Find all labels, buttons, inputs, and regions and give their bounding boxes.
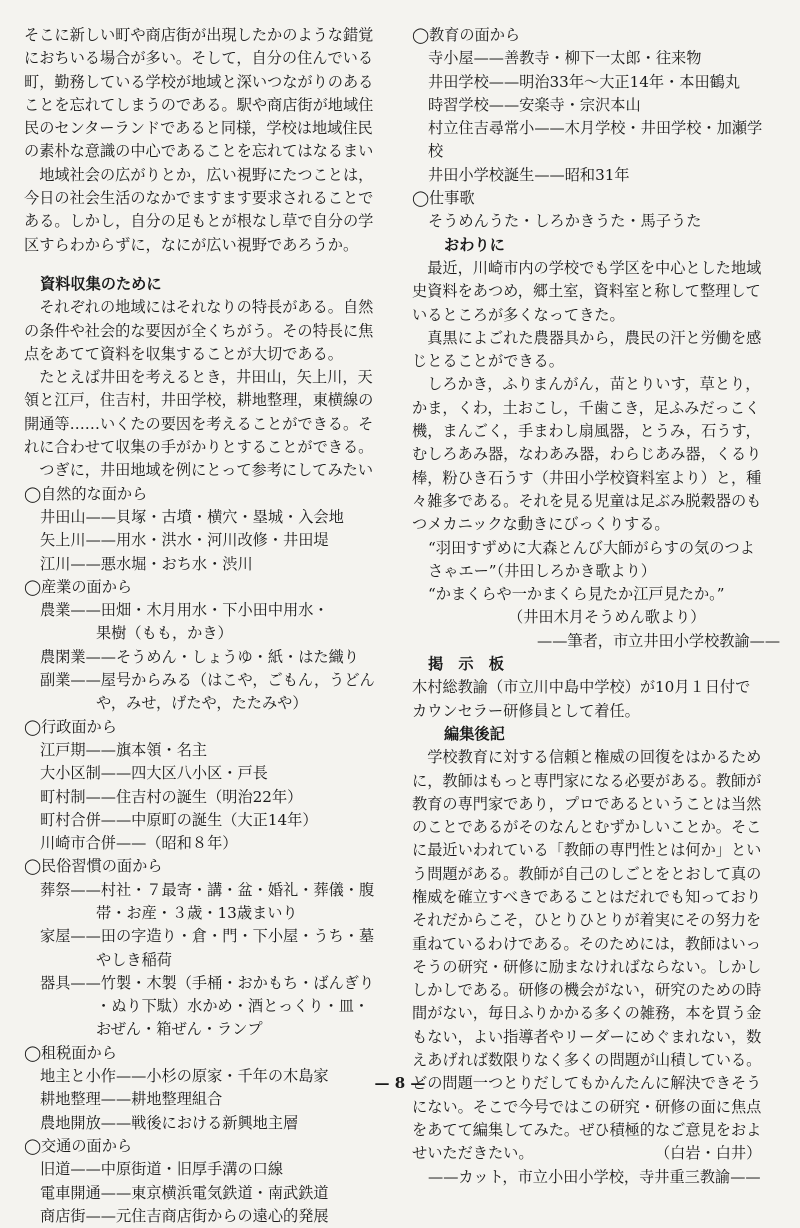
section-gap: [24, 257, 392, 273]
list-heading: ◯行政面から: [24, 717, 117, 736]
text-line: 機，まんごく，手まわし扇風器，とうみ，石うす，: [412, 422, 761, 441]
text-line: むしろあみ器，なわあみ器，わらじあみ器，くるり: [412, 445, 762, 464]
text-line: せいただきたい。 （白岩・白井）: [412, 1144, 762, 1163]
text-line: しろかき，ふりまんがん，苗とりいす，草とり，: [412, 375, 761, 394]
list-item-continuation: ・ぬり下駄）水かめ・酒とっくり・皿・: [96, 997, 370, 1016]
list-item: 大小区制——四大区八小区・戸長: [40, 764, 268, 783]
text-line: 民のセンターランドであると同様，学校は地域住民: [24, 119, 373, 138]
song-quote: さゃエー”（井田しろかき歌より）: [428, 561, 656, 580]
list-item: 耕地整理——耕地整理組合: [40, 1090, 223, 1109]
text-line: 最近，川崎市内の学校でも学区を中心とした地域: [412, 258, 762, 277]
list-heading: ◯自然的な面から: [24, 484, 148, 503]
list-item: 井田山——貝塚・古墳・横穴・塁城・入会地: [40, 507, 344, 526]
text-line: う問題がある。教師が自己のしごとをとおして真の: [412, 864, 762, 883]
text-line: にない。そこで今号ではこの研究・研修の面に焦点: [412, 1097, 762, 1116]
list-item: 農地開放——戦後における新興地主層: [40, 1113, 299, 1132]
list-heading: ◯仕事歌: [412, 189, 475, 208]
list-item: 江戸期——旗本領・名主: [40, 740, 208, 759]
text-line: 開通等……いくたの要因を考えることができる。そ: [24, 414, 374, 433]
list-item: 農業——田畑・木月用水・下小田中用水・: [40, 601, 329, 620]
list-item: 矢上川——用水・洪水・河川改修・井田堤: [40, 531, 329, 550]
list-item-continuation: おぜん・箱ぜん・ランプ: [96, 1020, 263, 1039]
text-line: それぞれの地域にはそれなりの特長がある。自然: [24, 298, 374, 317]
list-heading: ◯交通の面から: [24, 1136, 133, 1155]
text-line: の素朴な意識の中心であることを忘れてはなるまい: [24, 142, 374, 161]
text-line: の条件や社会的な要因が全くちがう。その特長に焦: [24, 321, 374, 340]
song-source: （井田木月そうめん歌より）: [508, 608, 706, 627]
section-heading: 掲 示 板: [428, 655, 504, 674]
list-item-continuation: 果樹（もも，かき）: [96, 624, 233, 643]
text-line: えあげれば数限りなく多くの問題が山積している。: [412, 1051, 762, 1070]
text-line: 史資料をあつめ，郷土室，資料室と称して整理して: [412, 282, 761, 301]
list-item-continuation: や，みせ，げたや，たたみや）: [96, 694, 308, 713]
text-line: じとることができる。: [412, 352, 564, 371]
text-line: かま，くわ，土おこし，千歯こき，足ふみだっこく: [412, 398, 761, 417]
text-line: 重ねているわけである。そのためには，教師はいっ: [412, 934, 761, 953]
text-line: カウンセラー研修員として着任。: [412, 701, 640, 720]
text-line: 真黒によごれた農器具から，農民の汗と労働を感: [412, 328, 762, 347]
page-number: — 8 —: [374, 1074, 426, 1092]
list-item: 葬祭——村社・７最寄・講・盆・婚礼・葬儀・腹: [40, 880, 375, 899]
text-line: もない，よい指導者やリーダーにめぐまれない，数: [412, 1027, 762, 1046]
section-heading: 編集後記: [444, 724, 505, 743]
text-line: 地域社会の広がりとか，広い視野にたつことは，: [24, 165, 374, 184]
text-line: つメカニックな動きにびっくりする。: [412, 515, 670, 534]
text-line: 間がない，毎日ふりかかる多くの雑務，本を買う金: [412, 1004, 762, 1023]
left-column: [24, 24, 392, 1228]
text-line: 点をあてて資料を収集することが大切である。: [24, 344, 343, 363]
text-line: ある。しかし，自分の足もとが根なし草で自分の学: [24, 212, 374, 231]
illustration-credit: ——カット，市立小田小学校，寺井重三教諭——: [428, 1167, 761, 1186]
list-item: 農閑業——そうめん・しょうゆ・紙・はた織り: [40, 647, 359, 666]
text-line: いるところが多くなってきた。: [412, 305, 625, 324]
list-item: 寺小屋——善教寺・柳下一太郎・往来物: [428, 49, 702, 68]
list-heading: ◯租税面から: [24, 1043, 117, 1062]
list-item-continuation: 校: [428, 142, 444, 161]
text-line: をあてて編集してみた。ぜひ積極的なご意見をおよ: [412, 1120, 762, 1139]
text-line: どの問題一つとりだしてもかんたんに解決できそう: [412, 1074, 762, 1093]
text-line: ことを忘れてしまうのである。駅や商店街が地域住: [24, 95, 374, 114]
text-line: 町，勤務している学校が地域と深いつながりのある: [24, 72, 374, 91]
text-line: 領と江戸，住吉村，井田学校，耕地整理，東横線の: [24, 391, 374, 410]
text-line: のことであるがそのなんとむずかしいことか。そこ: [412, 818, 762, 837]
list-item: 旧道——中原街道・旧厚手溝の口線: [40, 1160, 283, 1179]
list-item: 地主と小作——小杉の原家・千年の木島家: [40, 1067, 329, 1086]
list-item: 江川——悪水堀・おち水・渋川: [40, 554, 253, 573]
list-item: 川崎市合併——（昭和８年）: [40, 834, 238, 853]
list-item: そうめんうた・しろかきうた・馬子うた: [428, 212, 702, 231]
text-line: つぎに，井田地域を例にとって参考にしてみたい: [24, 461, 374, 480]
list-item: 村立住吉尋常小——木月学校・井田学校・加瀬学: [428, 119, 763, 138]
list-item: 副業——屋号からみる（はこや，ごもん，うどん: [40, 671, 375, 690]
text-line: 権威を確立すべきであることはだれでも知っており: [412, 887, 762, 906]
list-item: 商店街——元住吉商店街からの遠心的発展: [40, 1206, 329, 1225]
text-line: 学校教育に対する信頼と権威の回復をはかるため: [412, 748, 762, 767]
list-heading: ◯産業の面から: [24, 577, 133, 596]
text-line: に最近いわれている「教師の専門性とは何か」とい: [412, 841, 762, 860]
list-item: 電車開通——東京横浜電気鉄道・南武鉄道: [40, 1183, 329, 1202]
right-column: [412, 24, 780, 1189]
section-heading: おわりに: [444, 235, 505, 254]
list-heading: ◯民俗習慣の面から: [24, 857, 163, 876]
list-item: 器具——竹製・木製（手桶・おかもち・ばんぎり: [40, 973, 375, 992]
list-heading: ◯教育の面から: [412, 26, 521, 44]
list-item-continuation: 帯・お産・３歳・13歳まいり: [96, 903, 298, 922]
text-line: 今日の社会生活のなかでますます要求されることで: [24, 189, 374, 208]
text-line: しかしである。研修の機会がない，研究のための時: [412, 981, 762, 1000]
section-heading: 資料収集のために: [40, 274, 162, 293]
list-item: 家屋——田の字造り・倉・門・下小屋・うち・墓: [40, 927, 375, 946]
list-item: 町村合併——中原町の誕生（大正14年）: [40, 810, 318, 829]
song-quote: “かまくらや一かまくら見たか江戸見たか。”: [428, 585, 725, 604]
text-line: たとえば井田を考えるとき，井田山，矢上川，天: [24, 368, 373, 387]
text-line: それだからこそ，ひとりひとりが着実にその努力を: [412, 911, 762, 930]
text-line: におちいる場合が多い。そして，自分の住んでいる: [24, 49, 374, 68]
list-item: 時習学校——安楽寺・宗沢本山: [428, 95, 641, 114]
song-quote: “羽田すずめに大森とんび大師がらすの気のつよ: [428, 538, 755, 557]
author-credit: ——筆者，市立井田小学校教諭——: [537, 631, 780, 650]
text-line: に，教師はもっと専門家になる必要がある。教師が: [412, 771, 762, 790]
list-item-continuation: やしき稲荷: [96, 950, 172, 969]
text-line: 棒，粉ひき石うす（井田小学校資料室より）と，種: [412, 468, 762, 487]
text-line: 木村総教諭（市立川中島中学校）が10月１日付で: [412, 678, 751, 697]
text-line: そこに新しい町や商店街が出現したかのような錯覚: [24, 26, 374, 44]
text-line: 教育の専門家であり，プロであるということは当然: [412, 794, 762, 813]
text-line: れに合わせて収集の手がかりとすることができる。: [24, 438, 374, 457]
text-line: そうの研究・研修に励まなければならない。しかし: [412, 957, 762, 976]
list-item: 井田小学校誕生——昭和31年: [428, 165, 630, 184]
list-item: 町村制——住吉村の誕生（明治22年）: [40, 787, 303, 806]
text-line: 々雑多である。それを見る児童は足ぶみ脱穀器のも: [412, 491, 762, 510]
list-item: 井田学校——明治33年〜大正14年・本田鶴丸: [428, 72, 741, 91]
text-line: 区すらわからずに，なにが広い視野であろうか。: [24, 235, 359, 254]
